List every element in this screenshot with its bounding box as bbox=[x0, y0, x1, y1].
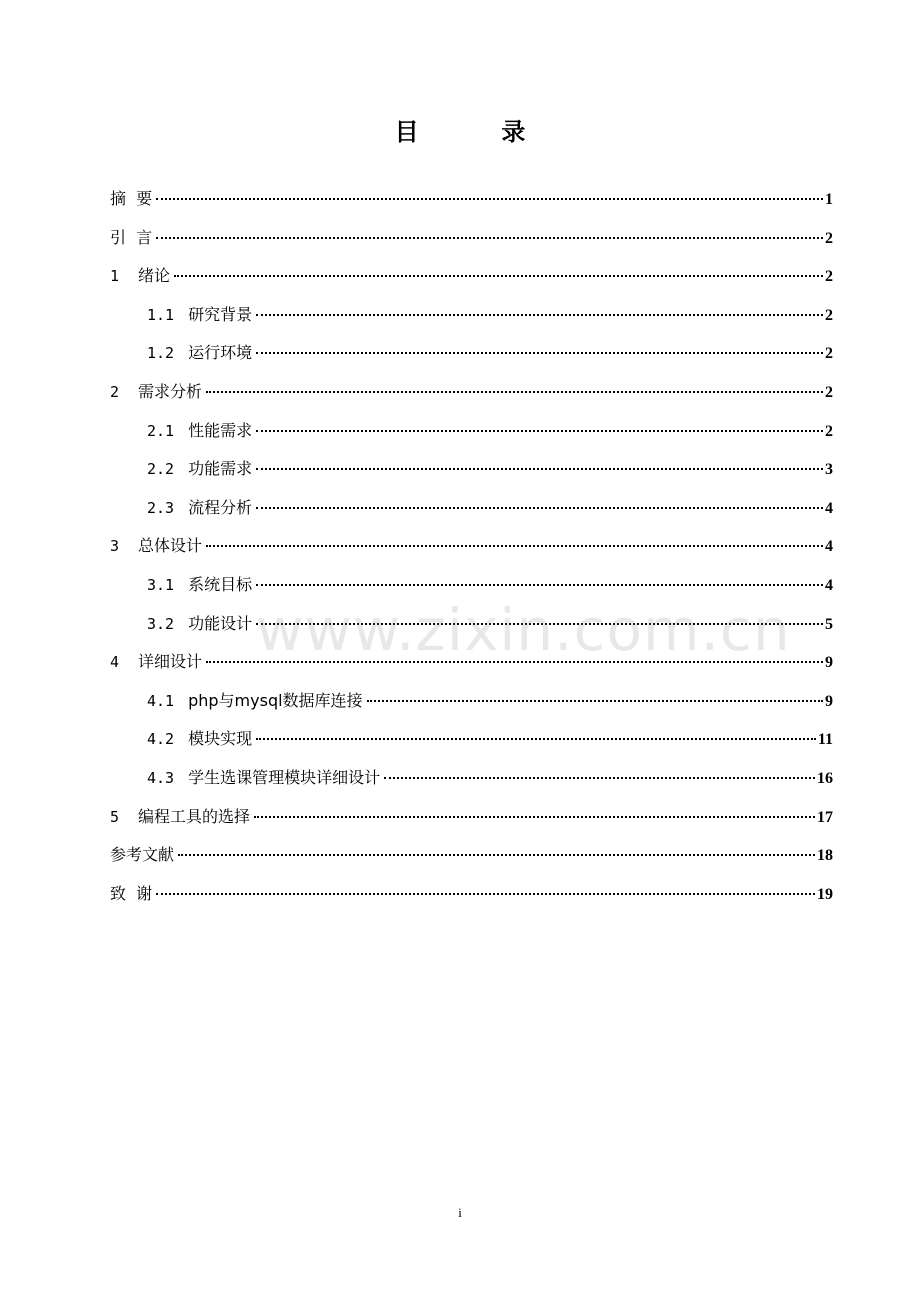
toc-entry-number: 2.2 bbox=[147, 460, 175, 479]
dot-leader bbox=[256, 507, 823, 509]
toc-entry-number: 2.3 bbox=[147, 498, 175, 517]
toc-entry-number: 3.2 bbox=[147, 614, 175, 633]
toc-entry-title: 编程工具的选择 bbox=[138, 806, 251, 826]
toc-entry[interactable] bbox=[110, 643, 833, 682]
dot-leader bbox=[156, 198, 823, 200]
footer-page-number: i bbox=[458, 1205, 462, 1220]
toc-entry-title: 总体设计 bbox=[138, 536, 203, 556]
toc-entry[interactable] bbox=[110, 489, 833, 528]
page-title: 目 录 bbox=[394, 118, 548, 146]
watermark: www.zixin.com.cn bbox=[256, 596, 791, 664]
toc-entry[interactable] bbox=[110, 759, 833, 798]
toc-entry-number: 1.2 bbox=[147, 344, 175, 363]
toc-entry-number: 3.1 bbox=[147, 575, 175, 594]
toc-entry-number: 5 bbox=[110, 807, 120, 826]
toc-entry[interactable] bbox=[110, 836, 833, 875]
toc-entry-number: 3 bbox=[110, 537, 120, 556]
toc-entry-number: 4 bbox=[110, 653, 120, 672]
toc-entry-page: 16 bbox=[817, 769, 833, 787]
toc-entry[interactable] bbox=[110, 296, 833, 335]
toc-entry-title: 致 谢 bbox=[110, 883, 153, 903]
toc-entry[interactable] bbox=[110, 373, 833, 412]
dot-leader bbox=[156, 893, 815, 895]
toc-entry-title: 运行环境 bbox=[188, 343, 253, 363]
toc-entry-page: 18 bbox=[817, 847, 833, 865]
toc-entry[interactable] bbox=[110, 257, 833, 296]
toc-entry[interactable] bbox=[110, 180, 833, 219]
dot-leader bbox=[256, 584, 823, 586]
dot-leader bbox=[256, 352, 823, 354]
toc-entry-page: 11 bbox=[817, 731, 833, 749]
toc-entry-title: 参考文献 bbox=[110, 845, 175, 865]
toc-entry-number: 2.1 bbox=[147, 421, 175, 440]
dot-leader bbox=[256, 623, 823, 625]
dot-leader bbox=[254, 816, 815, 818]
toc-entry-title: 学生选课管理模块详细设计 bbox=[188, 767, 381, 787]
toc-entry-page: 2 bbox=[825, 345, 833, 363]
toc-entry[interactable] bbox=[110, 720, 833, 759]
dot-leader bbox=[206, 545, 823, 547]
dot-leader bbox=[384, 777, 815, 779]
toc-entry-title: 功能需求 bbox=[188, 459, 253, 479]
toc-entry-title: 性能需求 bbox=[188, 420, 253, 440]
toc-entry-page: 2 bbox=[825, 268, 833, 286]
toc-entry-page: 5 bbox=[825, 615, 833, 633]
toc-entry-page: 2 bbox=[825, 383, 833, 401]
dot-leader bbox=[256, 468, 823, 470]
toc-entry-number: 4.2 bbox=[147, 730, 175, 749]
toc-entry[interactable] bbox=[110, 566, 833, 605]
toc-entry[interactable] bbox=[110, 527, 833, 566]
dot-leader bbox=[174, 275, 823, 277]
dot-leader bbox=[206, 391, 823, 393]
toc-entry-number: 4.3 bbox=[147, 768, 175, 787]
toc-entry-page: 9 bbox=[825, 692, 833, 710]
toc-entry[interactable] bbox=[110, 798, 833, 837]
toc-entry-page: 17 bbox=[817, 808, 833, 826]
toc-entry-page: 4 bbox=[825, 576, 833, 594]
toc-entry-number: 1.1 bbox=[147, 305, 175, 324]
dot-leader bbox=[256, 430, 823, 432]
toc-entry[interactable] bbox=[110, 450, 833, 489]
toc-entry-title: 模块实现 bbox=[188, 729, 253, 749]
dot-leader bbox=[178, 854, 815, 856]
toc-entry[interactable] bbox=[110, 334, 833, 373]
toc-entry-title: 详细设计 bbox=[138, 652, 203, 672]
toc-entry-title: 研究背景 bbox=[188, 304, 253, 324]
toc-entry[interactable] bbox=[110, 875, 833, 914]
toc-entry-page: 1 bbox=[825, 191, 833, 208]
toc-entry[interactable] bbox=[110, 412, 833, 451]
toc-entry-number: 2 bbox=[110, 382, 120, 401]
toc-entry-page: 2 bbox=[825, 306, 833, 324]
toc-entry-number: 4.1 bbox=[147, 691, 175, 710]
toc-entry-page: 2 bbox=[825, 422, 833, 440]
toc-entry-page: 3 bbox=[825, 461, 833, 479]
toc-entry-title: 绪论 bbox=[138, 266, 171, 286]
toc-entry-number: 1 bbox=[110, 267, 120, 286]
toc-entry[interactable] bbox=[110, 682, 833, 721]
toc-entry-title: 流程分析 bbox=[188, 497, 253, 517]
toc-entry[interactable] bbox=[110, 219, 833, 258]
toc-entry-title: 摘 要 bbox=[110, 189, 153, 208]
toc-entry-page: 9 bbox=[825, 654, 833, 672]
toc-entry-title: 引 言 bbox=[110, 227, 153, 247]
table-of-contents bbox=[110, 180, 833, 913]
toc-entry-title: 需求分析 bbox=[138, 381, 203, 401]
dot-leader bbox=[256, 738, 816, 740]
toc-entry-title: 系统目标 bbox=[188, 574, 253, 594]
toc-entry-title: php与mysql数据库连接 bbox=[188, 690, 363, 710]
toc-entry-title: 功能设计 bbox=[188, 613, 253, 633]
dot-leader bbox=[206, 661, 823, 663]
toc-entry-page: 4 bbox=[825, 538, 833, 556]
dot-leader bbox=[156, 237, 823, 239]
toc-entry[interactable] bbox=[110, 605, 833, 644]
toc-entry-page: 2 bbox=[825, 229, 833, 247]
toc-entry-page: 4 bbox=[825, 499, 833, 517]
dot-leader bbox=[367, 700, 823, 702]
toc-entry-page: 19 bbox=[817, 885, 833, 903]
dot-leader bbox=[256, 314, 823, 316]
